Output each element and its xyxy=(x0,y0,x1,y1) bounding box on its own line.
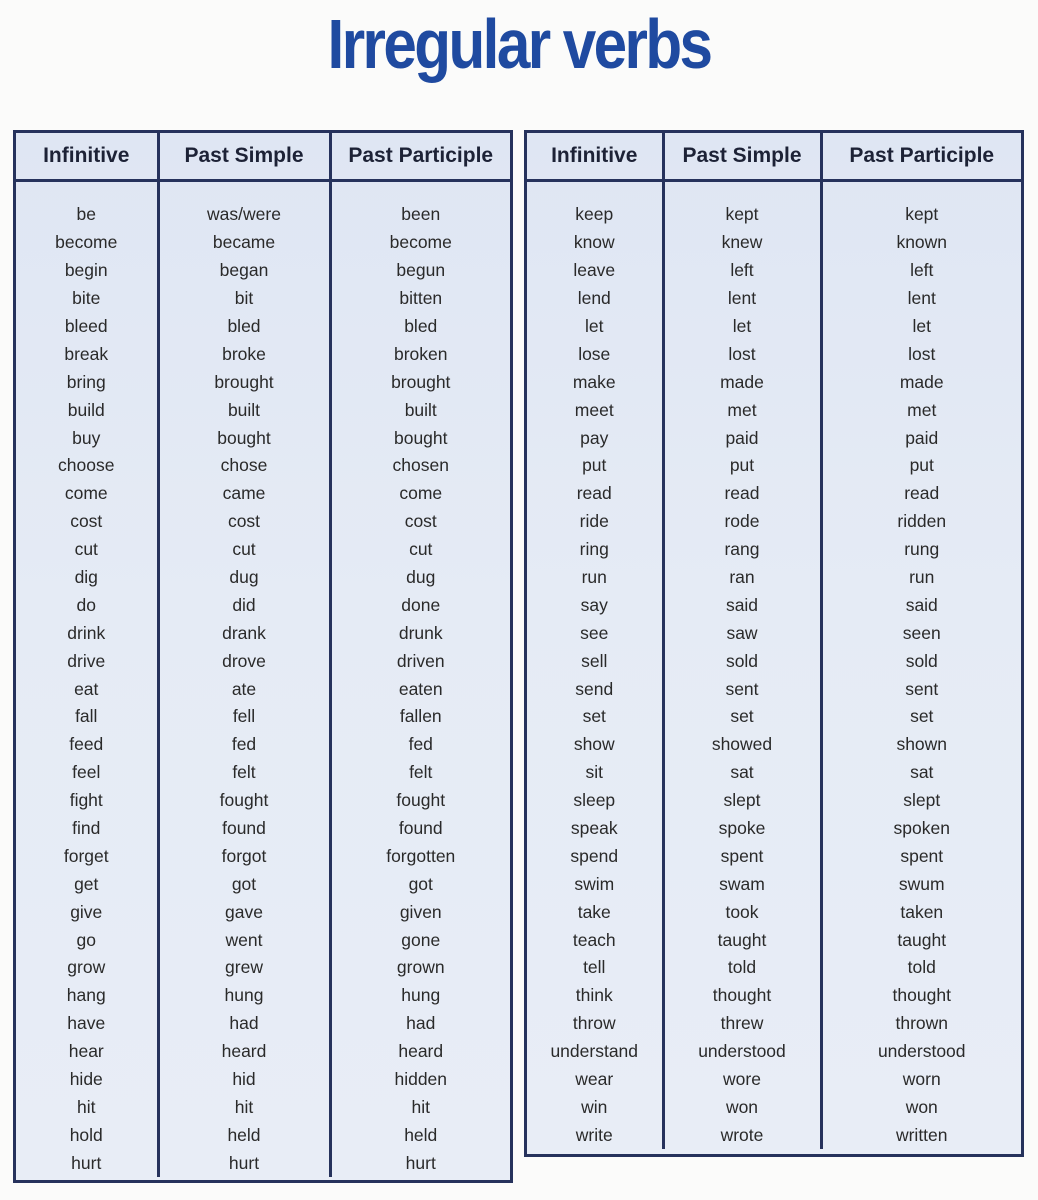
infinitive-cell: get xyxy=(16,870,158,898)
infinitive-cell: bring xyxy=(16,368,158,396)
verb-table-left-body xyxy=(16,181,510,1178)
spacer-cell xyxy=(821,181,1021,202)
past-participle-cell: left xyxy=(910,260,934,281)
infinitive-cell: pay xyxy=(527,424,663,452)
past-participle-cell: sat xyxy=(910,762,934,783)
past-participle-cell: paid xyxy=(905,427,939,448)
header-past-participle: Past Participle xyxy=(330,133,510,181)
past-simple-cell: ran xyxy=(663,564,821,592)
table-row xyxy=(16,480,510,508)
table-row xyxy=(527,815,1021,843)
past-simple-cell: built xyxy=(158,396,330,424)
infinitive-cell: think xyxy=(527,982,663,1010)
table-row xyxy=(527,424,1021,452)
table-row xyxy=(16,898,510,926)
past-simple-cell: paid xyxy=(663,424,821,452)
past-participle-cell: lent xyxy=(907,288,936,309)
past-simple-cell: thought xyxy=(663,982,821,1010)
past-simple-cell: cost xyxy=(158,508,330,536)
past-participle-cell: spoken xyxy=(893,818,950,839)
table-row xyxy=(16,842,510,870)
past-simple-cell: told xyxy=(663,954,821,982)
infinitive-cell: speak xyxy=(527,815,663,843)
infinitive-cell: spend xyxy=(527,842,663,870)
infinitive-cell: ride xyxy=(527,508,663,536)
table-row xyxy=(527,229,1021,257)
verb-table-right-body xyxy=(527,181,1021,1150)
infinitive-cell: sell xyxy=(527,647,663,675)
past-simple-cell: began xyxy=(158,257,330,285)
table-row xyxy=(527,619,1021,647)
past-participle-cell: drunk xyxy=(398,622,443,643)
table-row xyxy=(16,1038,510,1066)
past-simple-cell: swam xyxy=(663,870,821,898)
infinitive-cell: become xyxy=(16,229,158,257)
infinitive-cell: hide xyxy=(16,1066,158,1094)
infinitive-cell: write xyxy=(527,1121,663,1149)
past-simple-cell: made xyxy=(663,368,821,396)
infinitive-cell: bite xyxy=(16,285,158,313)
table-row xyxy=(16,452,510,480)
past-participle-cell: bled xyxy=(404,316,438,336)
past-simple-cell: met xyxy=(663,396,821,424)
past-simple-cell: hung xyxy=(158,982,330,1010)
table-row xyxy=(16,396,510,424)
past-simple-cell: broke xyxy=(158,340,330,368)
infinitive-cell: throw xyxy=(527,1010,663,1038)
past-simple-cell: let xyxy=(663,313,821,341)
infinitive-cell: do xyxy=(16,591,158,619)
table-row xyxy=(527,1066,1021,1094)
infinitive-cell: forget xyxy=(16,842,158,870)
past-simple-cell: chose xyxy=(158,452,330,480)
table-row xyxy=(527,675,1021,703)
infinitive-cell: eat xyxy=(16,675,158,703)
past-simple-cell: threw xyxy=(663,1010,821,1038)
table-row xyxy=(16,229,510,257)
past-participle-cell: cost xyxy=(404,511,437,532)
spacer-cell xyxy=(663,181,821,202)
past-participle-cell: known xyxy=(896,232,948,253)
past-participle-cell: built xyxy=(404,399,437,420)
table-row xyxy=(16,424,510,452)
past-simple-cell: found xyxy=(158,815,330,843)
infinitive-cell: put xyxy=(527,452,663,480)
past-participle-cell: shown xyxy=(896,734,948,755)
infinitive-cell: fight xyxy=(16,787,158,815)
spacer-cell xyxy=(330,181,510,202)
past-participle-cell: taken xyxy=(900,901,944,922)
past-simple-cell: took xyxy=(663,898,821,926)
infinitive-cell: sleep xyxy=(527,787,663,815)
past-simple-cell: went xyxy=(158,926,330,954)
header-infinitive: Infinitive xyxy=(16,133,158,181)
past-simple-cell: won xyxy=(663,1094,821,1122)
infinitive-cell: begin xyxy=(16,257,158,285)
past-simple-cell: got xyxy=(158,870,330,898)
past-participle-cell: dug xyxy=(406,567,436,588)
past-participle-cell: broken xyxy=(393,343,448,364)
table-spacer-row xyxy=(16,181,510,202)
past-simple-cell: saw xyxy=(663,619,821,647)
past-simple-cell: came xyxy=(158,480,330,508)
infinitive-cell: teach xyxy=(527,926,663,954)
past-participle-cell: got xyxy=(408,873,433,894)
table-row xyxy=(16,815,510,843)
infinitive-cell: run xyxy=(527,564,663,592)
table-row xyxy=(527,898,1021,926)
infinitive-cell: dig xyxy=(16,564,158,592)
table-row xyxy=(527,285,1021,313)
table-row xyxy=(16,1121,510,1149)
infinitive-cell: choose xyxy=(16,452,158,480)
past-participle-cell: kept xyxy=(905,204,939,225)
past-participle-cell: slept xyxy=(903,790,941,811)
past-simple-cell: dug xyxy=(158,564,330,592)
table-row xyxy=(16,340,510,368)
infinitive-cell: tell xyxy=(527,954,663,982)
past-participle-cell: come xyxy=(399,483,443,504)
table-row xyxy=(527,1121,1021,1149)
past-participle-cell: understood xyxy=(877,1041,966,1062)
infinitive-cell: hear xyxy=(16,1038,158,1066)
infinitive-cell: fall xyxy=(16,703,158,731)
infinitive-cell: drink xyxy=(16,619,158,647)
past-simple-cell: rode xyxy=(663,508,821,536)
past-participle-cell: put xyxy=(909,455,934,476)
spacer-cell xyxy=(527,181,663,202)
past-simple-cell: put xyxy=(663,452,821,480)
infinitive-cell: build xyxy=(16,396,158,424)
past-participle-cell: won xyxy=(905,1096,938,1117)
infinitive-cell: meet xyxy=(527,396,663,424)
past-simple-cell: hid xyxy=(158,1066,330,1094)
past-simple-cell: sold xyxy=(663,647,821,675)
infinitive-cell: make xyxy=(527,368,663,396)
infinitive-cell: find xyxy=(16,815,158,843)
past-participle-cell: gone xyxy=(401,929,441,950)
past-simple-cell: drank xyxy=(158,619,330,647)
table-row xyxy=(527,1010,1021,1038)
past-participle-cell: ridden xyxy=(897,511,947,532)
infinitive-cell: leave xyxy=(527,257,663,285)
past-simple-cell: sent xyxy=(663,675,821,703)
infinitive-cell: lose xyxy=(527,340,663,368)
table-row xyxy=(527,396,1021,424)
infinitive-cell: bleed xyxy=(16,313,158,341)
table-row xyxy=(16,703,510,731)
table-row xyxy=(16,619,510,647)
infinitive-cell: grow xyxy=(16,954,158,982)
past-participle-cell: sent xyxy=(905,678,939,699)
past-participle-cell: swum xyxy=(898,873,945,894)
infinitive-cell: buy xyxy=(16,424,158,452)
past-participle-cell: taught xyxy=(897,929,947,950)
past-participle-cell: felt xyxy=(409,762,433,783)
past-simple-cell: fell xyxy=(158,703,330,731)
table-row xyxy=(16,954,510,982)
past-participle-cell: given xyxy=(399,901,442,922)
table-row xyxy=(16,368,510,396)
past-participle-cell: written xyxy=(895,1124,948,1145)
table-row xyxy=(16,870,510,898)
table-row xyxy=(527,536,1021,564)
table-row xyxy=(527,870,1021,898)
past-participle-cell: met xyxy=(907,399,937,420)
past-simple-cell: said xyxy=(663,591,821,619)
infinitive-cell: sit xyxy=(527,759,663,787)
table-row xyxy=(16,759,510,787)
past-simple-cell: taught xyxy=(663,926,821,954)
past-simple-cell: grew xyxy=(158,954,330,982)
past-simple-cell: forgot xyxy=(158,842,330,870)
past-participle-cell: grown xyxy=(396,957,445,978)
past-simple-cell: had xyxy=(158,1010,330,1038)
past-participle-cell: done xyxy=(401,594,441,615)
header-past-simple: Past Simple xyxy=(663,133,821,181)
spacer-cell xyxy=(158,181,330,202)
table-row xyxy=(527,1094,1021,1122)
table-row xyxy=(527,313,1021,341)
table-row xyxy=(527,703,1021,731)
infinitive-cell: take xyxy=(527,898,663,926)
past-participle-cell: begun xyxy=(396,260,446,281)
past-participle-cell: fallen xyxy=(399,706,442,727)
past-simple-cell: showed xyxy=(663,731,821,759)
page-title: Irregular verbs xyxy=(327,5,711,83)
table-row xyxy=(16,1094,510,1122)
past-simple-cell: ate xyxy=(158,675,330,703)
past-participle-cell: said xyxy=(905,594,938,615)
past-simple-cell: hurt xyxy=(158,1149,330,1177)
past-participle-cell: been xyxy=(401,204,441,225)
past-participle-cell: told xyxy=(907,957,936,978)
past-participle-cell: read xyxy=(904,483,940,504)
past-participle-cell: seen xyxy=(902,622,941,643)
table-row xyxy=(16,647,510,675)
table-row xyxy=(16,591,510,619)
infinitive-cell: send xyxy=(527,675,663,703)
past-participle-cell: worn xyxy=(902,1069,941,1090)
table-row xyxy=(527,731,1021,759)
past-participle-cell: bought xyxy=(393,427,448,448)
past-simple-cell: felt xyxy=(158,759,330,787)
table-row xyxy=(527,759,1021,787)
past-simple-cell: gave xyxy=(158,898,330,926)
infinitive-cell: let xyxy=(527,313,663,341)
past-participle-cell: spent xyxy=(900,845,944,866)
table-row xyxy=(527,201,1021,229)
table-row xyxy=(16,257,510,285)
past-participle-cell: hit xyxy=(411,1096,430,1117)
infinitive-cell: have xyxy=(16,1010,158,1038)
past-simple-cell: hit xyxy=(158,1094,330,1122)
table-row xyxy=(16,1066,510,1094)
spacer-cell xyxy=(16,181,158,202)
table-row xyxy=(527,591,1021,619)
table-row xyxy=(16,201,510,229)
header-past-participle: Past Participle xyxy=(821,133,1021,181)
past-participle-cell: eaten xyxy=(398,678,443,699)
table-row xyxy=(527,787,1021,815)
past-simple-cell: slept xyxy=(663,787,821,815)
past-participle-cell: bitten xyxy=(399,288,443,309)
past-participle-cell: chosen xyxy=(392,455,449,476)
past-simple-cell: sat xyxy=(663,759,821,787)
past-simple-cell: read xyxy=(663,480,821,508)
past-simple-cell: rang xyxy=(663,536,821,564)
past-simple-cell: brought xyxy=(158,368,330,396)
past-participle-cell: fed xyxy=(408,734,433,755)
past-simple-cell: set xyxy=(663,703,821,731)
past-simple-cell: cut xyxy=(158,536,330,564)
past-participle-cell: become xyxy=(389,232,452,253)
table-row xyxy=(527,452,1021,480)
table-row xyxy=(16,285,510,313)
infinitive-cell: keep xyxy=(527,201,663,229)
past-participle-cell: made xyxy=(899,371,944,392)
table-row xyxy=(16,536,510,564)
past-participle-cell: hidden xyxy=(394,1069,448,1090)
past-simple-cell: bled xyxy=(158,313,330,341)
past-simple-cell: spoke xyxy=(663,815,821,843)
past-simple-cell: heard xyxy=(158,1038,330,1066)
past-participle-cell: rung xyxy=(904,539,940,560)
table-row xyxy=(527,982,1021,1010)
past-simple-cell: understood xyxy=(663,1038,821,1066)
infinitive-cell: hold xyxy=(16,1121,158,1149)
past-simple-cell: bit xyxy=(158,285,330,313)
infinitive-cell: drive xyxy=(16,647,158,675)
infinitive-cell: win xyxy=(527,1094,663,1122)
past-participle-cell: heard xyxy=(398,1041,444,1062)
table-row xyxy=(16,1010,510,1038)
infinitive-cell: give xyxy=(16,898,158,926)
table-row xyxy=(527,368,1021,396)
table-row xyxy=(527,257,1021,285)
past-participle-cell: set xyxy=(910,706,934,727)
past-simple-cell: did xyxy=(158,591,330,619)
verb-table-left xyxy=(13,130,513,1183)
table-row xyxy=(527,480,1021,508)
infinitive-cell: show xyxy=(527,731,663,759)
table-row xyxy=(527,647,1021,675)
past-participle-cell: driven xyxy=(396,650,445,671)
past-participle-cell: thrown xyxy=(895,1013,949,1034)
past-participle-cell: found xyxy=(398,818,443,839)
table-row xyxy=(527,564,1021,592)
past-participle-cell: hurt xyxy=(405,1152,436,1173)
table-spacer-row xyxy=(527,181,1021,202)
infinitive-cell: hit xyxy=(16,1094,158,1122)
past-simple-cell: kept xyxy=(663,201,821,229)
past-participle-cell: sold xyxy=(905,650,938,671)
infinitive-cell: hurt xyxy=(16,1149,158,1177)
past-simple-cell: wore xyxy=(663,1066,821,1094)
infinitive-cell: ring xyxy=(527,536,663,564)
table-row xyxy=(16,675,510,703)
past-simple-cell: left xyxy=(663,257,821,285)
past-participle-cell: run xyxy=(909,567,935,588)
table-row xyxy=(527,508,1021,536)
past-simple-cell: knew xyxy=(663,229,821,257)
table-row xyxy=(16,731,510,759)
header-past-simple: Past Simple xyxy=(158,133,330,181)
past-simple-cell: became xyxy=(158,229,330,257)
past-simple-cell: lent xyxy=(663,285,821,313)
infinitive-cell: swim xyxy=(527,870,663,898)
table-row xyxy=(527,340,1021,368)
infinitive-cell: hang xyxy=(16,982,158,1010)
infinitive-cell: know xyxy=(527,229,663,257)
table-row xyxy=(16,313,510,341)
past-participle-cell: had xyxy=(406,1013,436,1034)
past-simple-cell: bought xyxy=(158,424,330,452)
table-row xyxy=(16,508,510,536)
infinitive-cell: come xyxy=(16,480,158,508)
infinitive-cell: understand xyxy=(527,1038,663,1066)
past-simple-cell: held xyxy=(158,1121,330,1149)
infinitive-cell: cut xyxy=(16,536,158,564)
infinitive-cell: set xyxy=(527,703,663,731)
table-row xyxy=(527,926,1021,954)
past-participle-cell: hung xyxy=(401,985,441,1006)
past-simple-cell: spent xyxy=(663,842,821,870)
infinitive-cell: say xyxy=(527,591,663,619)
past-simple-cell: lost xyxy=(663,340,821,368)
infinitive-cell: see xyxy=(527,619,663,647)
past-simple-cell: wrote xyxy=(663,1121,821,1149)
infinitive-cell: feed xyxy=(16,731,158,759)
infinitive-cell: be xyxy=(16,201,158,229)
table-row xyxy=(527,1038,1021,1066)
past-simple-cell: was/were xyxy=(158,201,330,229)
past-simple-cell: fought xyxy=(158,787,330,815)
past-participle-cell: forgotten xyxy=(386,845,456,866)
infinitive-cell: read xyxy=(527,480,663,508)
past-participle-cell: held xyxy=(404,1124,438,1145)
header-infinitive: Infinitive xyxy=(527,133,663,181)
infinitive-cell: go xyxy=(16,926,158,954)
past-participle-cell: lost xyxy=(908,343,936,364)
table-row xyxy=(16,787,510,815)
past-participle-cell: cut xyxy=(409,539,433,560)
infinitive-cell: lend xyxy=(527,285,663,313)
infinitive-cell: break xyxy=(16,340,158,368)
past-participle-cell: let xyxy=(912,316,931,336)
table-row xyxy=(16,564,510,592)
past-participle-cell: brought xyxy=(391,371,451,392)
table-row xyxy=(527,842,1021,870)
past-participle-cell: thought xyxy=(892,985,951,1006)
table-row xyxy=(16,926,510,954)
infinitive-cell: feel xyxy=(16,759,158,787)
table-row xyxy=(527,954,1021,982)
infinitive-cell: cost xyxy=(16,508,158,536)
infinitive-cell: wear xyxy=(527,1066,663,1094)
past-participle-cell: fought xyxy=(396,790,446,811)
past-simple-cell: fed xyxy=(158,731,330,759)
table-row xyxy=(16,982,510,1010)
table-row xyxy=(16,1149,510,1177)
past-simple-cell: drove xyxy=(158,647,330,675)
verb-table-right xyxy=(524,130,1024,1157)
